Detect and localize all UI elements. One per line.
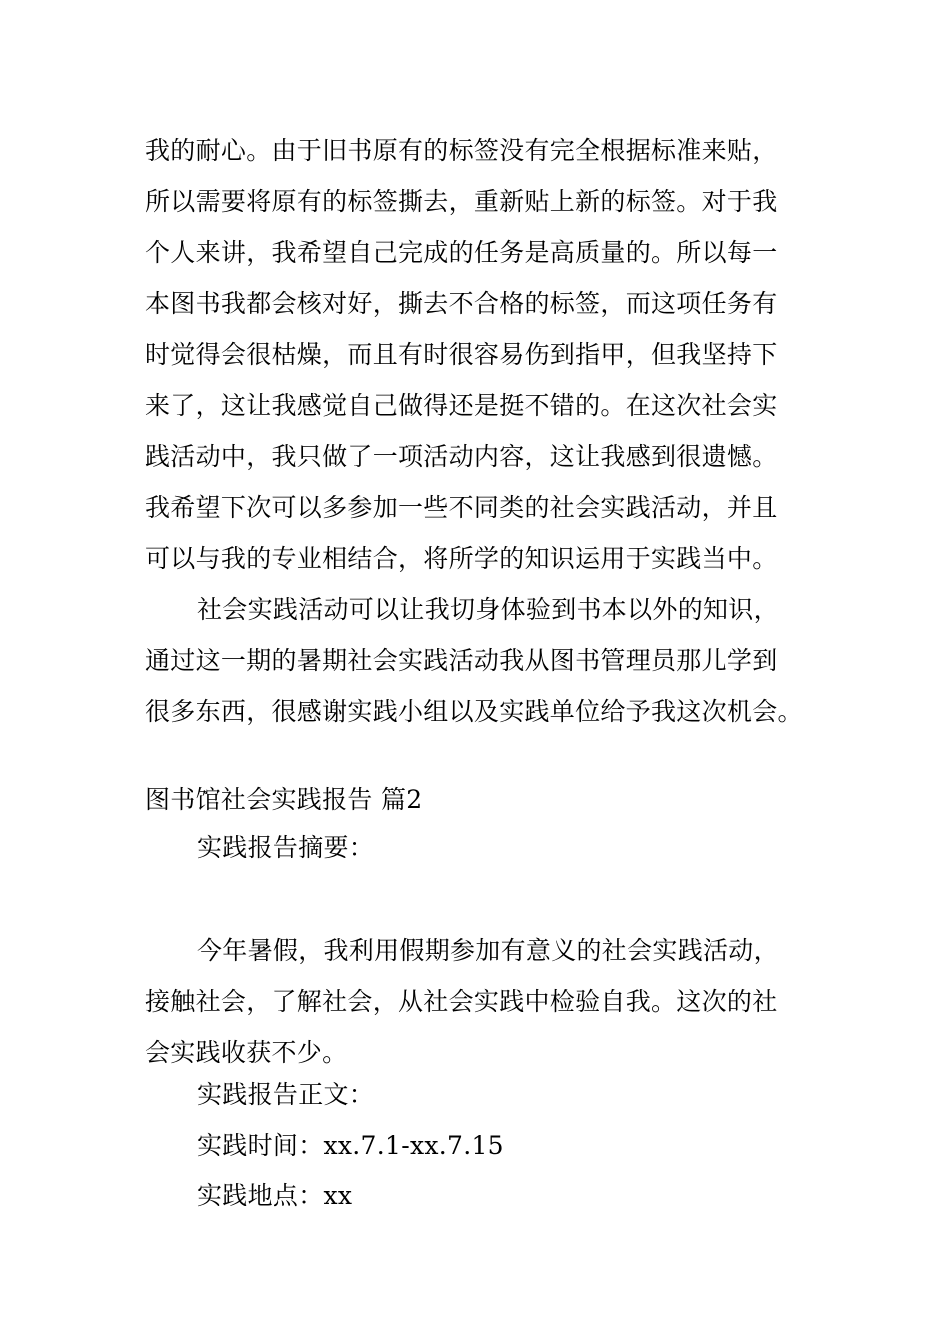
- paragraph-continuation: [145, 125, 810, 584]
- practice-place: 实践地点：xx: [197, 1181, 353, 1210]
- text-line: 可以与我的专业相结合，将所学的知识运用于实践当中。: [145, 544, 778, 573]
- text-line: 我的耐心。由于旧书原有的标签没有完全根据标准来贴，: [145, 136, 778, 165]
- paragraph-summary: [145, 925, 810, 1078]
- text-line: 社会实践活动可以让我切身体验到书本以外的知识，: [197, 595, 779, 624]
- text-line: 今年暑假，我利用假期参加有意义的社会实践活动，: [197, 936, 779, 965]
- text-line: 所以需要将原有的标签撕去，重新贴上新的标签。对于我: [145, 187, 778, 216]
- paragraph-conclusion: [145, 584, 810, 737]
- text-line: 践活动中，我只做了一项活动内容，这让我感到很遗憾。: [145, 442, 778, 471]
- summary-label: 实践报告摘要：: [197, 833, 375, 862]
- text-line: 通过这一期的暑期社会实践活动我从图书管理员那儿学到: [145, 646, 778, 675]
- section-title: 图书馆社会实践报告 篇2: [145, 785, 423, 814]
- body-label: 实践报告正文：: [197, 1080, 375, 1109]
- text-line: 我希望下次可以多参加一些不同类的社会实践活动，并且: [145, 493, 778, 522]
- text-line: 接触社会，了解社会，从社会实践中检验自我。这次的社: [145, 987, 778, 1016]
- text-line: 来了，这让我感觉自己做得还是挺不错的。在这次社会实: [145, 391, 778, 420]
- text-line: 个人来讲，我希望自己完成的任务是高质量的。所以每一: [145, 238, 778, 267]
- text-line: 会实践收获不少。: [145, 1038, 348, 1067]
- text-line: 很多东西，很感谢实践小组以及实践单位给予我这次机会。: [145, 697, 803, 726]
- text-line: 本图书我都会核对好，撕去不合格的标签，而这项任务有: [145, 289, 778, 318]
- text-line: 时觉得会很枯燥，而且有时很容易伤到指甲，但我坚持下: [145, 340, 778, 369]
- practice-time: 实践时间：xx.7.1-xx.7.15: [197, 1131, 504, 1160]
